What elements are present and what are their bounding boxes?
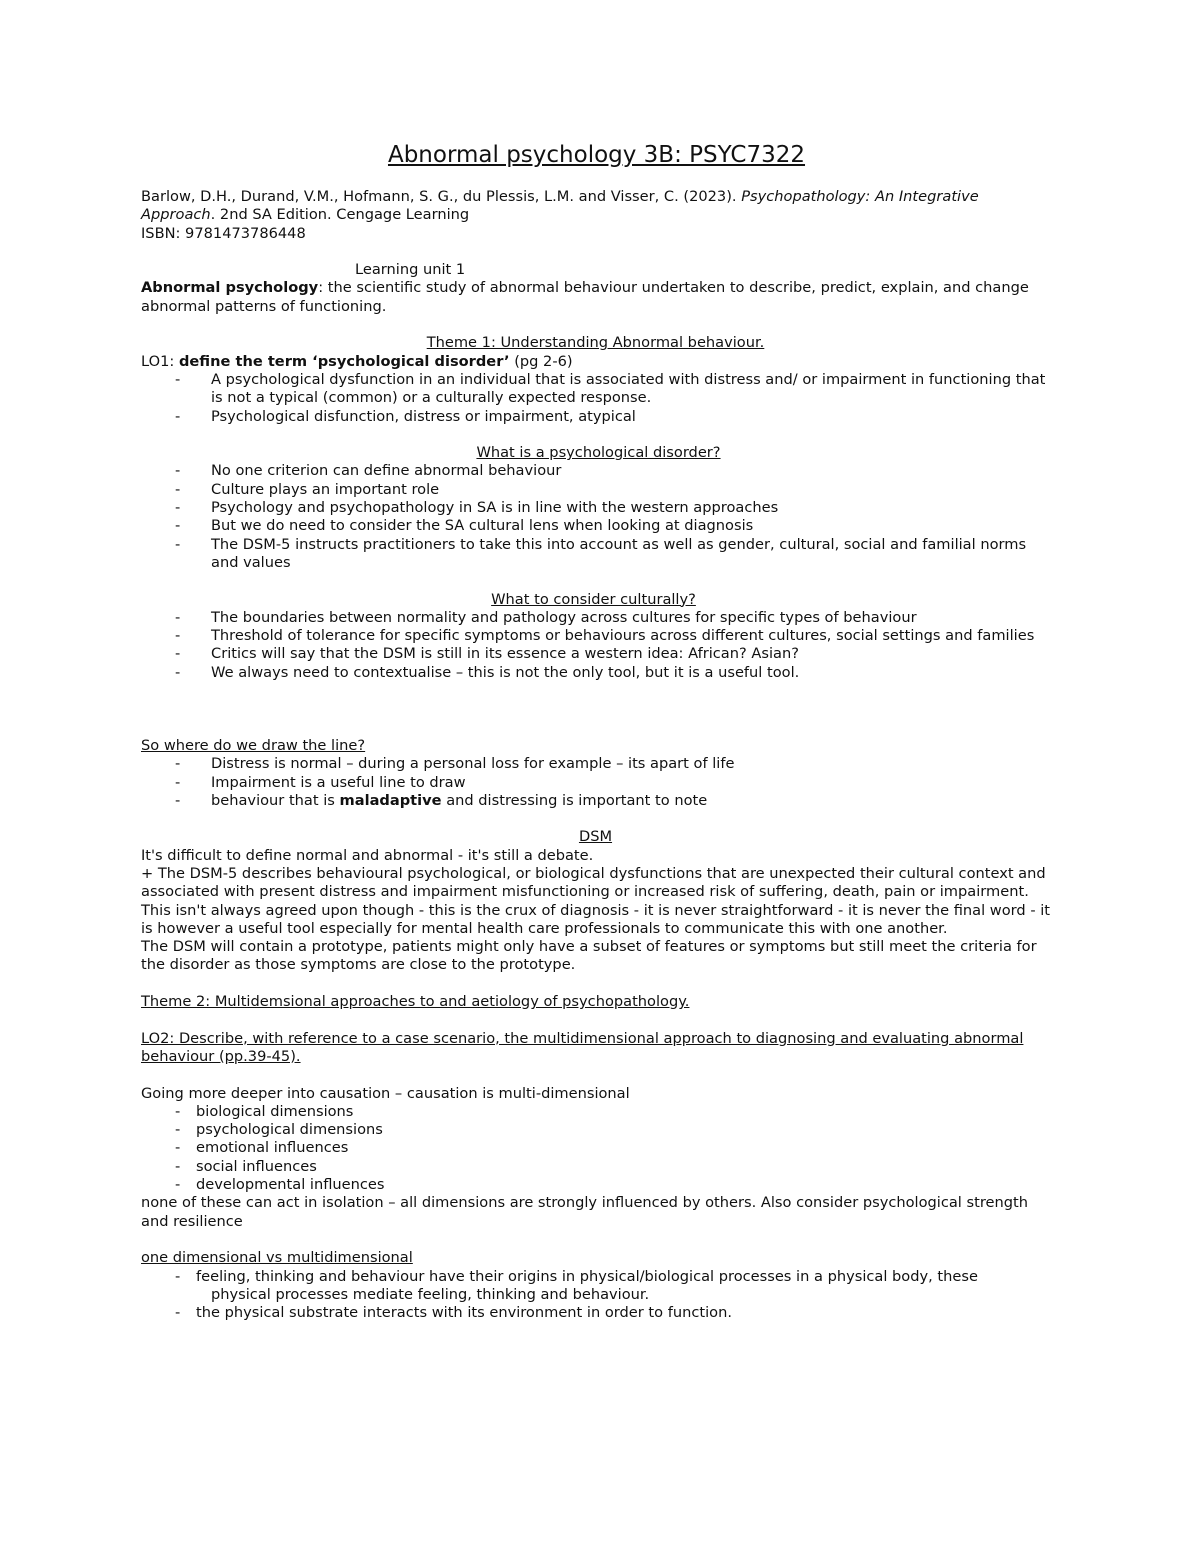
list-item: - The boundaries between normality and pathology across cultures for specific types of behaviour bbox=[141, 609, 1056, 627]
definition bbox=[141, 279, 1056, 316]
list-item-text: behaviour that is bbox=[211, 791, 340, 809]
definition-term: Abnormal psychology bbox=[141, 279, 319, 297]
list-item: - the physical substrate interacts with its environment in order to function. bbox=[141, 1304, 1056, 1322]
dsm-heading: DSM bbox=[578, 828, 613, 846]
list-item: - A psychological dysfunction in an individual that is associated with distress and/ or impairment in functioning that is not a typical (common) or a culturally expected response. bbox=[141, 371, 1056, 408]
list-item: - psychological dimensions bbox=[141, 1121, 1056, 1139]
list-item-line: feeling, thinking and behaviour have their origins in physical/biological processes in a physical body, these bbox=[196, 1267, 978, 1285]
learning-unit-heading: Learning unit 1 bbox=[355, 261, 466, 279]
list-item-line: physical processes mediate feeling, thinking and behaviour. bbox=[211, 1285, 650, 1303]
list-item-emphasis: maladaptive bbox=[339, 791, 442, 809]
lo1-bold: define the term ‘psychological disorder’ bbox=[178, 352, 510, 370]
list-item: - biological dimensions bbox=[141, 1103, 1056, 1121]
list-item: - We always need to contextualise – this is not the only tool, but it is a useful tool. bbox=[141, 664, 1056, 682]
list-item: - emotional influences bbox=[141, 1139, 1056, 1157]
isbn: ISBN: 9781473786448 bbox=[141, 224, 306, 242]
one-vs-multi-heading: one dimensional vs multidimensional bbox=[141, 1249, 413, 1267]
list-item-text: and distressing is important to note bbox=[441, 791, 708, 809]
causation-list bbox=[141, 1103, 1056, 1194]
list-item: - Impairment is a useful line to draw bbox=[141, 774, 1056, 792]
citation-book-title: Psychopathology: An Integrative Approach bbox=[141, 188, 979, 224]
causation-intro: Going more deeper into causation – causation is multi-dimensional bbox=[141, 1084, 630, 1102]
citation-authors: Barlow, D.H., Durand, V.M., Hofmann, S. G., du Plessis, L.M. and Visser, C. (2023). bbox=[141, 188, 742, 205]
document-page bbox=[141, 140, 1056, 1322]
list-item: - Threshold of tolerance for specific symptoms or behaviours across different cultures, social settings and families bbox=[141, 627, 1056, 645]
list-item: - No one criterion can define abnormal behaviour bbox=[141, 462, 1056, 480]
theme2-heading: Theme 2: Multidemsional approaches to and aetiology of psychopathology. bbox=[141, 993, 690, 1011]
list-item: - Psychology and psychopathology in SA is in line with the western approaches bbox=[141, 499, 1056, 517]
list-item: - But we do need to consider the SA cultural lens when looking at diagnosis bbox=[141, 517, 1056, 535]
lo2-heading: LO2: Describe, with reference to a case scenario, the multidimensional approach to diagnosing and evaluating abnormal behaviour (pp.39-45). bbox=[141, 1029, 1024, 1065]
culturally-heading: What to consider culturally? bbox=[491, 590, 696, 608]
draw-line-heading: So where do we draw the line? bbox=[141, 736, 366, 754]
citation bbox=[141, 188, 1056, 225]
list-item: - Critics will say that the DSM is still in its essence a western idea: African? Asian? bbox=[141, 645, 1056, 663]
list-item: - Culture plays an important role bbox=[141, 481, 1056, 499]
lo1-suffix: (pg 2-6) bbox=[509, 352, 573, 370]
dsm-paragraph: This isn't always agreed upon though - this is the crux of diagnosis - it is never straightforward - it is never the final word - it is however a useful tool especially for mental health care professionals to communicate this with one another. bbox=[141, 901, 1050, 937]
dsm-paragraph: It's difficult to define normal and abnormal - it's still a debate. bbox=[141, 846, 594, 864]
list-item: - The DSM-5 instructs practitioners to take this into account as well as gender, cultural, social and familial norms and values bbox=[141, 536, 1056, 573]
document-title: Abnormal psychology 3B: PSYC7322 bbox=[387, 142, 806, 168]
lo1-list bbox=[141, 371, 1056, 426]
one-vs-multi-list bbox=[141, 1268, 1056, 1323]
dsm-paragraph: + The DSM-5 describes behavioural psychological, or biological dysfunctions that are unexpected their cultural context and associated with present distress and impairment misfunctioning or increased risk of suffering, death, pain or impairment. bbox=[141, 864, 1046, 901]
what-is-heading: What is a psychological disorder? bbox=[476, 444, 721, 462]
list-item: - social influences bbox=[141, 1158, 1056, 1176]
list-item: - developmental influences bbox=[141, 1176, 1056, 1194]
list-item bbox=[141, 1268, 1056, 1305]
draw-line-list bbox=[141, 755, 1056, 810]
list-item: - Psychological disfunction, distress or impairment, atypical bbox=[141, 408, 1056, 426]
citation-edition: . 2nd SA Edition. Cengage Learning bbox=[210, 206, 470, 224]
definition-text: : the scientific study of abnormal behaviour undertaken to describe, predict, explain, and change abnormal patterns of functioning. bbox=[141, 279, 1029, 315]
list-item bbox=[141, 792, 1056, 810]
causation-outro: none of these can act in isolation – all dimensions are strongly influenced by others. Also consider psychological strength and resilience bbox=[141, 1194, 1028, 1230]
dsm-paragraph: The DSM will contain a prototype, patients might only have a subset of features or symptoms but still meet the criteria for the disorder as those symptoms are close to the prototype. bbox=[141, 938, 1037, 974]
theme1-heading: Theme 1: Understanding Abnormal behaviour. bbox=[426, 334, 765, 352]
what-is-list bbox=[141, 462, 1056, 572]
culturally-list bbox=[141, 609, 1056, 682]
lo1-heading bbox=[141, 353, 1056, 371]
lo1-prefix: LO1: bbox=[141, 352, 179, 370]
list-item: - Distress is normal – during a personal loss for example – its apart of life bbox=[141, 755, 1056, 773]
